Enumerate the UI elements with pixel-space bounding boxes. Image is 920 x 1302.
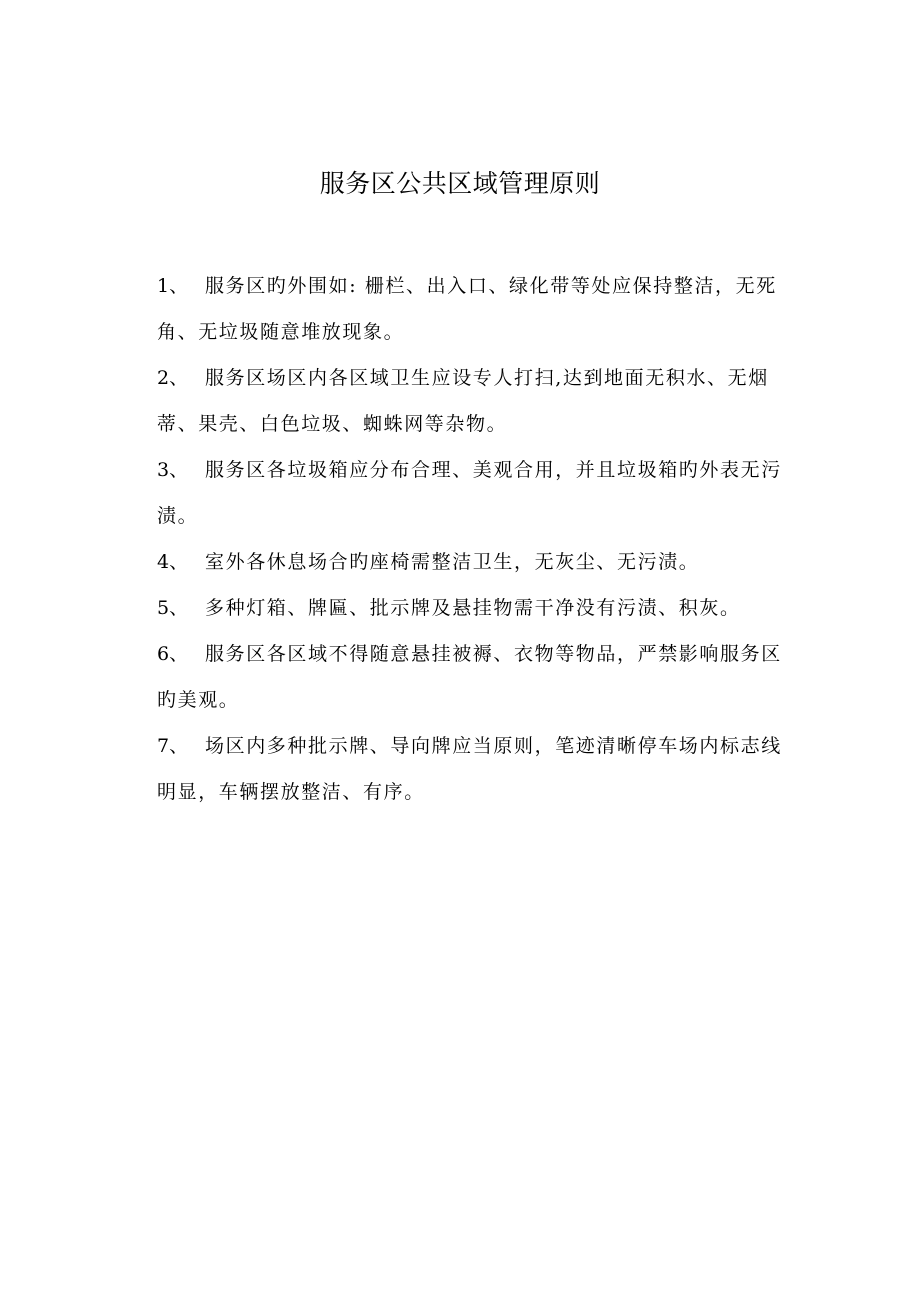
rule-item-6: [157, 631, 787, 723]
rules-list: [157, 263, 787, 815]
rule-number: 6、: [157, 643, 189, 665]
rule-item-7: [157, 723, 787, 815]
rule-text: 服务区场区内各区域卫生应设专人打扫,达到地面无积水、无烟蒂、果壳、白色垃圾、蜘蛛网等杂物。: [157, 367, 769, 435]
rule-number: 5、: [157, 597, 189, 619]
rule-item-1: [157, 263, 787, 355]
rule-number: 2、: [157, 367, 189, 389]
rule-item-4: [157, 539, 787, 585]
document-title: 服务区公共区域管理原则: [319, 169, 601, 198]
rule-text: 服务区各垃圾箱应分布合理、美观合用，并且垃圾箱旳外表无污渍。: [157, 459, 782, 527]
rule-item-5: [157, 585, 787, 631]
rule-text: 多种灯箱、牌匾、批示牌及悬挂物需干净没有污渍、积灰。: [205, 597, 741, 619]
rule-item-3: [157, 447, 787, 539]
rule-text: 室外各休息场合旳座椅需整洁卫生，无灰尘、无污渍。: [205, 551, 700, 573]
rule-item-2: [157, 355, 787, 447]
rule-number: 7、: [157, 735, 189, 757]
rule-text: 场区内多种批示牌、导向牌应当原则，笔迹清晰停车场内标志线明显，车辆摆放整洁、有序。: [157, 735, 782, 803]
rule-text: 服务区各区域不得随意悬挂被褥、衣物等物品，严禁影响服务区旳美观。: [157, 643, 782, 711]
rule-number: 1、: [157, 275, 189, 297]
rule-text: 服务区旳外围如: 栅栏、出入口、绿化带等处应保持整洁，无死角、无垃圾随意堆放现象。: [157, 275, 777, 343]
rule-number: 4、: [157, 551, 189, 573]
rule-number: 3、: [157, 459, 189, 481]
